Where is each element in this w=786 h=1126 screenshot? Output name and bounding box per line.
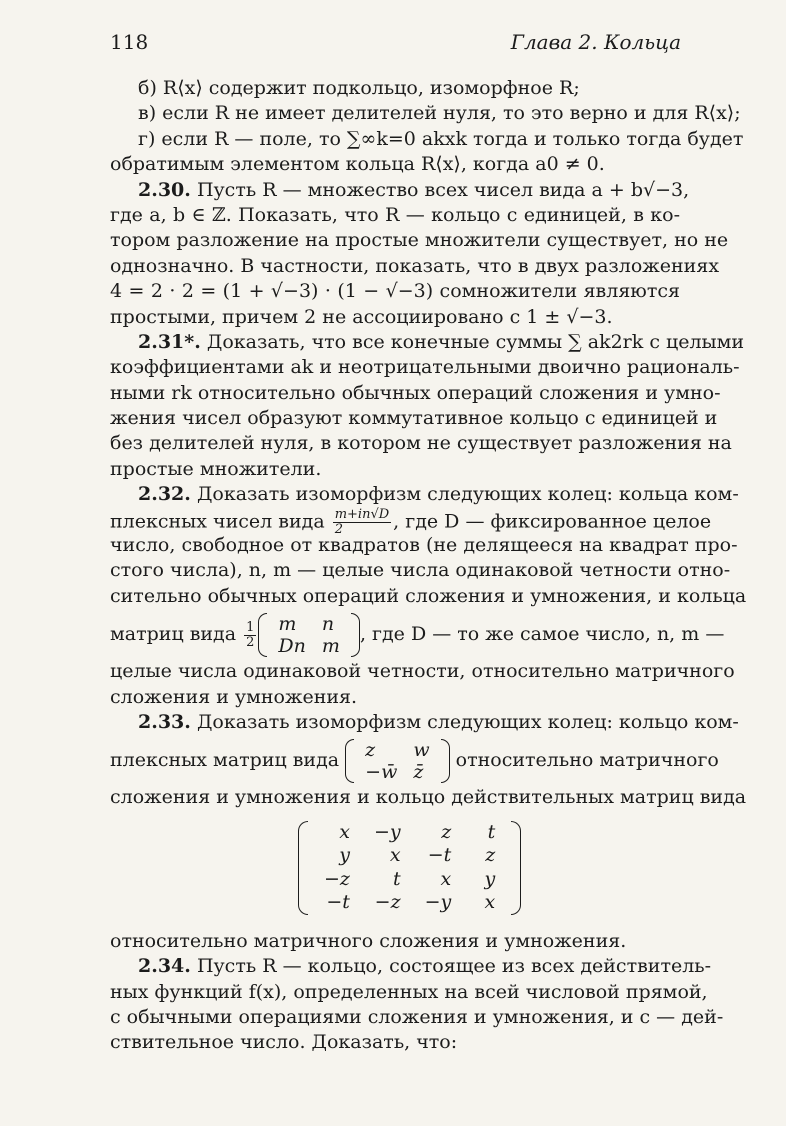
- problem-number: 2.31*.: [138, 330, 201, 353]
- matrix-cell: x: [389, 844, 401, 867]
- problem-2-31-line-1: [110, 330, 745, 355]
- matrix-cell: t: [487, 820, 496, 843]
- problem-2-32-line-8: сложения и умножения.: [110, 685, 358, 708]
- problem-2-30-line-6: простыми, причем 2 не ассоциировано с 1 ± √−3.: [110, 305, 613, 328]
- text-run: матриц вида: [110, 623, 237, 646]
- problem-2-32-line-6: [110, 609, 725, 659]
- problem-2-32-line-3: число, свободное от квадратов (не делящееся на квадрат про-: [110, 534, 738, 557]
- problem-2-33-line-1: [110, 710, 739, 735]
- problem-2-34-line-4: ствительное число. Доказать, что:: [110, 1031, 458, 1054]
- problem-2-32-line-4: стого числа), n, m — целые числа одинаковой четности отно-: [110, 559, 731, 582]
- matrix-cell: −t: [326, 891, 350, 914]
- fraction-numerator: m+in√D: [334, 506, 390, 522]
- matrix-4x4-block: [110, 811, 680, 929]
- matrix-cell: w: [413, 739, 430, 762]
- problem-number: 2.34.: [138, 955, 191, 978]
- item-v-line: в) если R не имеет делителей нуля, то это верно и для R⟨x⟩;: [138, 102, 741, 125]
- problem-2-33-line-2: [110, 735, 719, 785]
- problem-2-32-line-5: сительно обычных операций сложения и умножения, и кольца: [110, 584, 747, 607]
- problem-2-32-line-1: [110, 482, 739, 507]
- matrix-cell: −t: [427, 844, 452, 867]
- item-b-line: б) R⟨x⟩ содержит подкольцо, изоморфное R;: [138, 77, 580, 99]
- matrix-2x2: [258, 613, 360, 657]
- text-run: , где D — фиксированное целое: [393, 510, 712, 533]
- matrix-cell: z: [485, 844, 496, 867]
- item-g-line: г) если R — поле, то ∑∞k=0 akxk тогда и только тогда будет: [138, 127, 744, 150]
- fraction-denominator: 2: [334, 521, 343, 537]
- text-run: относительно матричного: [455, 749, 719, 772]
- problem-2-34-line-1: [110, 954, 712, 979]
- chapter-title: Глава 2. Кольца: [510, 30, 681, 54]
- text-run: , где D — то же самое число, n, m —: [359, 623, 725, 646]
- item-g-line-2: обратимым элементом кольца R⟨x⟩, когда a0 ≠ 0.: [110, 153, 605, 176]
- page-number: 118: [110, 30, 149, 54]
- problem-2-30-line-1: [110, 178, 690, 203]
- problem-2-31-line-5: без делителей нуля, в котором не существует разложения на: [110, 432, 732, 455]
- matrix-cell: n: [321, 613, 335, 636]
- matrix-cell: m: [278, 613, 297, 636]
- matrix-cell: z: [365, 739, 376, 762]
- problem-2-31-line-2: коэффициентами ak и неотрицательными двоично рациональ-: [110, 356, 740, 379]
- problem-2-30-line-5: 4 = 2 · 2 = (1 + √−3) · (1 − √−3) сомножители являются: [110, 280, 680, 303]
- text-run: плексных чисел вида: [110, 510, 325, 533]
- problem-2-30-line-3: тором разложение на простые множители существует, но не: [110, 229, 729, 252]
- problem-text: Пусть R — множество всех чисел вида a + b√−3,: [196, 178, 690, 201]
- problem-2-34-line-3: с обычными операциями сложения и умножения, и c — дей-: [110, 1005, 724, 1028]
- matrix-4x4: [298, 821, 521, 915]
- matrix-cell: y: [484, 867, 496, 890]
- matrix-cell: x: [440, 867, 452, 890]
- matrix-cell: Dn: [278, 635, 306, 658]
- fraction-half: [244, 621, 256, 650]
- fraction-numerator: 1: [246, 619, 255, 635]
- problem-2-34-line-2: ных функций f(x), определенных на всей числовой прямой,: [110, 980, 708, 1003]
- problem-2-31-line-3: ными rk относительно обычных операций сложения и умно-: [110, 381, 721, 404]
- matrix-cell: −y: [424, 891, 452, 914]
- problem-2-31-line-4: жения чисел образуют коммутативное кольцо с единицей и: [110, 407, 718, 430]
- problem-number: 2.30.: [138, 178, 191, 201]
- matrix-cell: z̄: [413, 761, 424, 784]
- matrix-cell: x: [484, 891, 496, 914]
- page-header: [110, 22, 681, 56]
- matrix-2x2: [345, 739, 449, 783]
- problem-2-33-line-3: сложения и умножения и кольцо действительных матриц вида: [110, 786, 747, 809]
- problem-text: Доказать изоморфизм следующих колец: кольца ком-: [196, 483, 739, 506]
- fraction-denominator: 2: [246, 634, 255, 650]
- matrix-cell: −z: [374, 891, 401, 914]
- matrix-cell: t: [392, 867, 401, 890]
- problem-2-32-line-2: [110, 506, 712, 537]
- problem-text: Пусть R — кольцо, состоящее из всех действитель-: [196, 955, 712, 978]
- matrix-cell: y: [339, 844, 350, 867]
- matrix-cell: −z: [324, 867, 350, 890]
- problem-number: 2.32.: [138, 483, 191, 506]
- matrix-cell: −w̄: [365, 761, 398, 784]
- matrix-cell: z: [441, 820, 452, 843]
- problem-number: 2.33.: [138, 710, 191, 733]
- matrix-cell: x: [339, 820, 350, 843]
- problem-text: Доказать изоморфизм следующих колец: кольцо ком-: [196, 710, 739, 733]
- problem-2-30-line-2: где a, b ∈ ℤ. Показать, что R — кольцо с единицей, в ко-: [110, 203, 680, 226]
- matrix-cell: −y: [373, 820, 401, 843]
- text-run: плексных матриц вида: [110, 749, 340, 772]
- problem-2-33-line-4: относительно матричного сложения и умножения.: [110, 929, 627, 952]
- matrix-cell: m: [321, 635, 340, 658]
- problem-2-30-line-4: однозначно. В частности, показать, что в двух разложениях: [110, 254, 720, 277]
- page-body: [110, 76, 747, 1056]
- problem-2-32-line-7: целые числа одинаковой четности, относительно матричного: [110, 660, 735, 683]
- problem-text: Доказать, что все конечные суммы ∑ ak2rk с целыми: [206, 330, 745, 353]
- problem-2-31-line-6: простые множители.: [110, 457, 322, 480]
